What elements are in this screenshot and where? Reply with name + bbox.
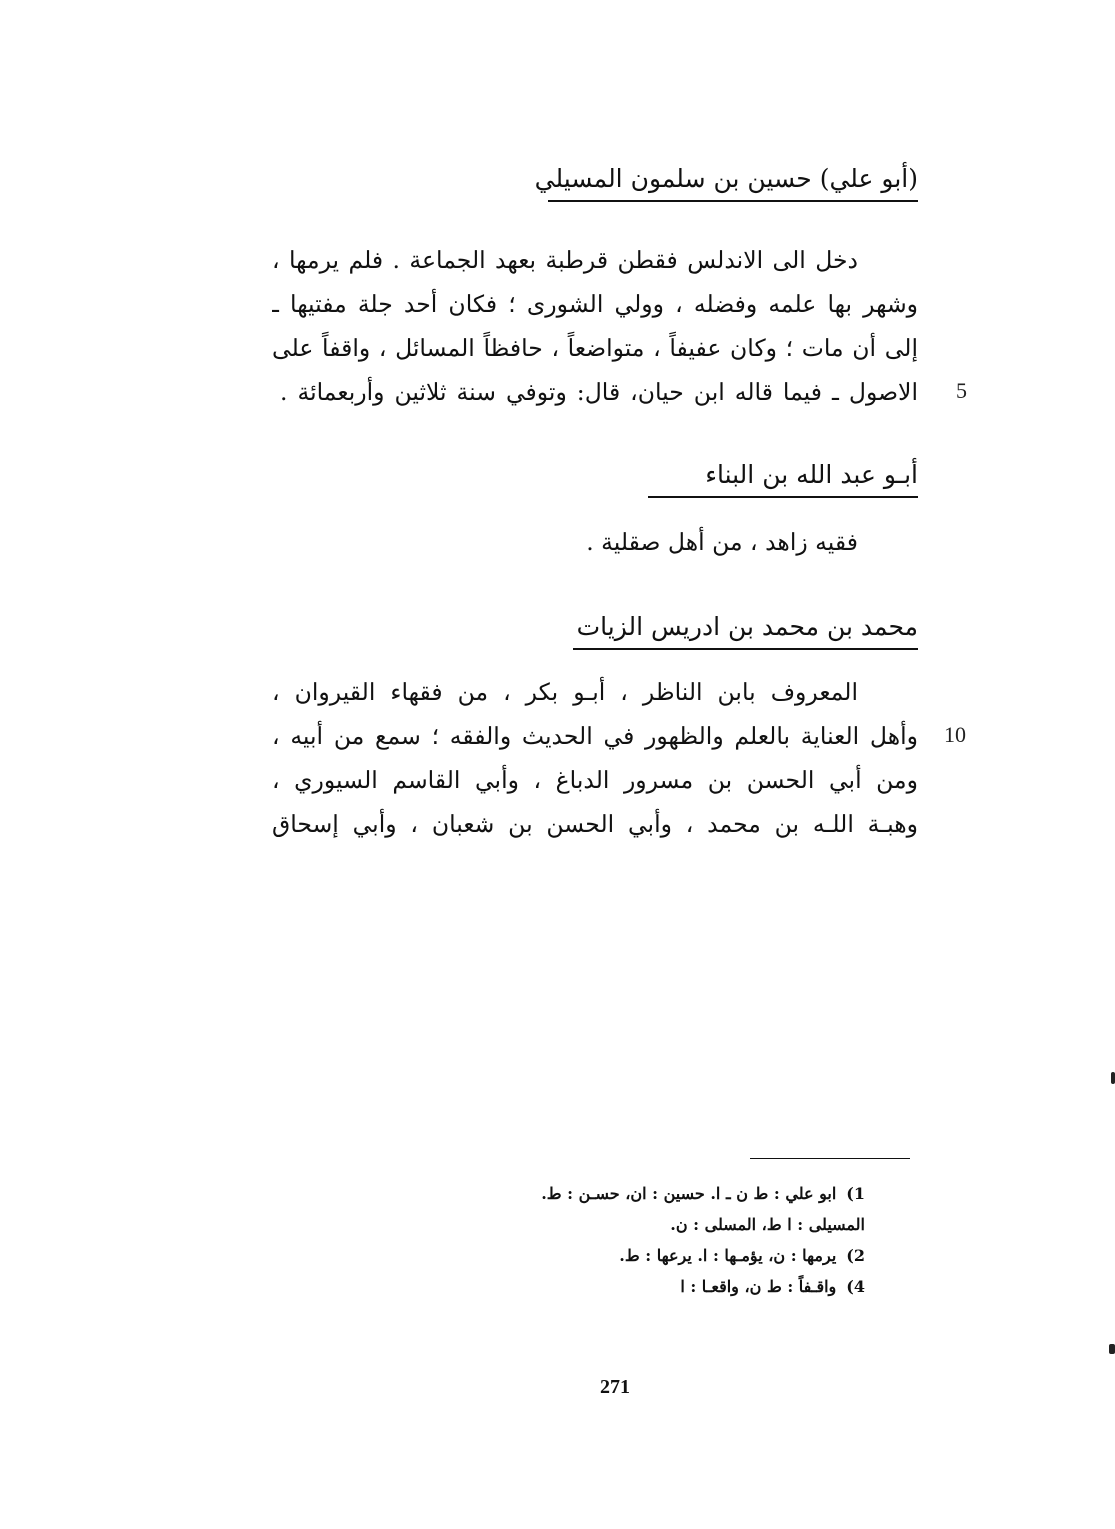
footnotes xyxy=(380,1178,865,1302)
footnote-number: 1) xyxy=(846,1184,865,1203)
footnote-item xyxy=(380,1271,865,1302)
scan-speck xyxy=(1111,1072,1115,1084)
entry-body-2 xyxy=(272,520,918,564)
entry-body-3 xyxy=(272,670,918,846)
footnote-text: المسيلى : ا ط، المسلى : ن. xyxy=(670,1215,865,1234)
footnote-text: ابو علي : ط ن ـ ا. حسين : ان، حسـن : ط. xyxy=(541,1184,837,1203)
footnote-item xyxy=(380,1209,865,1240)
text-line: الاصول ـ فيما قاله ابن حيان، قال: وتوفي سنة ثلاثين وأربعمائة . xyxy=(280,378,918,406)
scan-speck xyxy=(1109,1344,1115,1354)
text-line: إلى أن مات ؛ وكان عفيفاً ، متواضعاً ، حافظاً المسائل ، واقفاً على xyxy=(272,334,918,362)
text-line: فقيه زاهد ، من أهل صقلية . xyxy=(586,528,858,556)
entry-body-1 xyxy=(272,238,918,414)
entry-heading-2: أبـو عبد الله بن البناء xyxy=(648,458,918,498)
entry-heading-1: (أبو علي) حسين بن سلمون المسيلي xyxy=(548,162,918,202)
text-line: وهبـة اللـه بن محمد ، وأبي الحسن بن شعبان ، وأبي إسحاق xyxy=(272,810,918,838)
text-line: ومن أبي الحسن بن مسرور الدباغ ، وأبي القاسم السيوري ، xyxy=(272,766,918,794)
line-number-10: 10 xyxy=(944,722,966,747)
footnote-number: 2) xyxy=(846,1246,865,1265)
footnote-item xyxy=(380,1240,865,1271)
text-line: وشهر بها علمه وفضله ، وولي الشورى ؛ فكان أحد جلة مفتيها ـ xyxy=(272,290,918,318)
text-line: وأهل العناية بالعلم والظهور في الحديث والفقه ؛ سمع من أبيه ، xyxy=(272,722,918,750)
text-line: دخل الى الاندلس فقطن قرطبة بعهد الجماعة . فلم يرمها ، xyxy=(272,246,858,274)
text-line: المعروف بابن الناظر ، أبـو بكر ، من فقهاء القيروان ، xyxy=(272,678,858,706)
footnote-text: واقـفاً : ط ن، واقعـا : ا xyxy=(680,1277,837,1296)
footnote-divider xyxy=(750,1158,910,1159)
footnote-item xyxy=(380,1178,865,1209)
page-number: 271 xyxy=(600,1376,630,1398)
entry-heading-3: محمد بن محمد بن ادريس الزيات xyxy=(573,610,918,650)
footnote-text: يرمها : ن، يؤمـها : ا. يرعها : ط. xyxy=(619,1246,837,1265)
line-number-5: 5 xyxy=(956,378,967,403)
footnote-number: 4) xyxy=(846,1277,865,1296)
